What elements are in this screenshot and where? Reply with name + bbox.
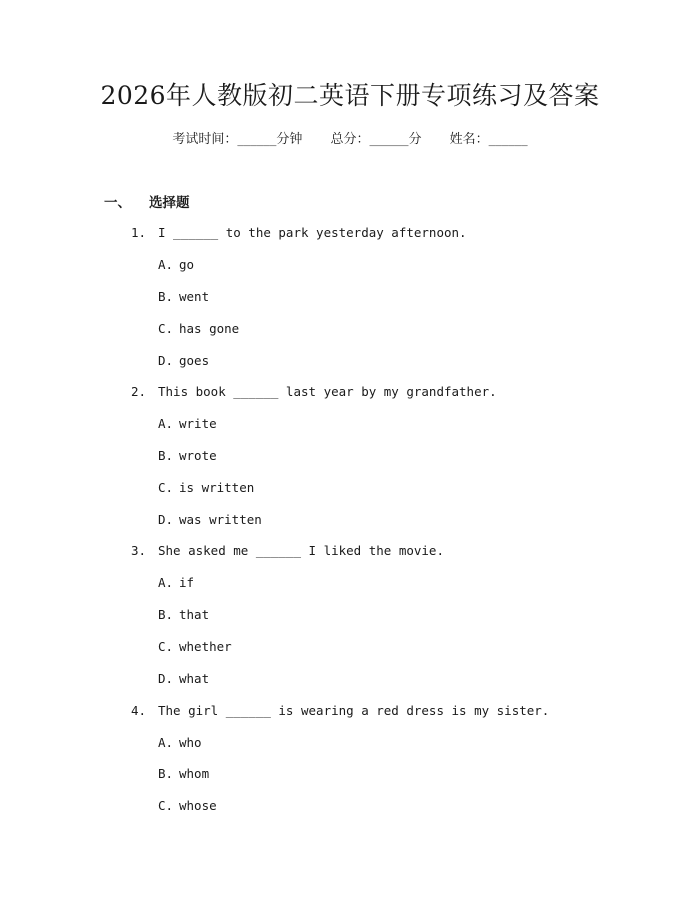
option-letter: C.: [158, 798, 174, 813]
option-letter: C.: [158, 639, 174, 654]
question-text: I ______ to the park yesterday afternoon.: [158, 225, 467, 240]
option-3a: [158, 575, 194, 591]
option-4b: [158, 766, 209, 782]
option-1b: [158, 289, 209, 305]
option-text: whose: [179, 798, 217, 813]
question-number: 4.: [131, 703, 147, 718]
page-title: 2026年人教版初二英语下册专项练习及答案: [100, 81, 600, 110]
option-2d: [158, 512, 262, 528]
option-1d: [158, 353, 209, 369]
option-text: wrote: [179, 448, 217, 463]
question-1: [131, 225, 467, 241]
option-text: whether: [179, 639, 232, 654]
option-3d: [158, 671, 209, 687]
question-text: She asked me ______ I liked the movie.: [158, 543, 444, 558]
section-title: 选择题: [149, 195, 190, 211]
option-2b: [158, 448, 217, 464]
option-letter: B.: [158, 289, 174, 304]
option-letter: B.: [158, 766, 174, 781]
question-number: 3.: [131, 543, 147, 558]
option-1c: [158, 321, 239, 337]
option-letter: D.: [158, 671, 174, 686]
question-number: 2.: [131, 384, 147, 399]
student-name: 姓名：______: [449, 132, 528, 147]
question-2: [131, 384, 497, 400]
option-text: if: [179, 575, 195, 590]
option-2a: [158, 416, 217, 432]
option-3b: [158, 607, 209, 623]
question-text: The girl ______ is wearing a red dress is my sister.: [158, 703, 550, 718]
option-letter: C.: [158, 480, 174, 495]
option-text: write: [179, 416, 217, 431]
option-text: whom: [179, 766, 210, 781]
option-text: what: [179, 671, 210, 686]
option-text: who: [179, 735, 202, 750]
option-2c: [158, 480, 254, 496]
question-text: This book ______ last year by my grandfather.: [158, 384, 497, 399]
option-letter: B.: [158, 448, 174, 463]
option-text: goes: [179, 353, 210, 368]
option-letter: A.: [158, 416, 174, 431]
option-letter: A.: [158, 257, 174, 272]
option-text: was written: [179, 512, 262, 527]
option-4a: [158, 735, 202, 751]
option-text: go: [179, 257, 195, 272]
option-text: has gone: [179, 321, 240, 336]
question-number: 1.: [131, 225, 147, 240]
option-letter: A.: [158, 575, 174, 590]
option-letter: B.: [158, 607, 174, 622]
question-3: [131, 543, 444, 559]
section-number: 一、: [104, 195, 131, 211]
option-text: that: [179, 607, 210, 622]
option-1a: [158, 257, 194, 273]
option-letter: D.: [158, 353, 174, 368]
exam-meta: [0, 131, 700, 149]
option-text: went: [179, 289, 210, 304]
section-heading: [104, 191, 190, 211]
option-letter: D.: [158, 512, 174, 527]
option-letter: C.: [158, 321, 174, 336]
option-letter: A.: [158, 735, 174, 750]
question-4: [131, 703, 549, 719]
exam-time: 考试时间：______分钟: [172, 132, 303, 147]
option-4c: [158, 798, 217, 814]
option-text: is written: [179, 480, 255, 495]
total-score: 总分：______分: [330, 132, 422, 147]
option-3c: [158, 639, 232, 655]
